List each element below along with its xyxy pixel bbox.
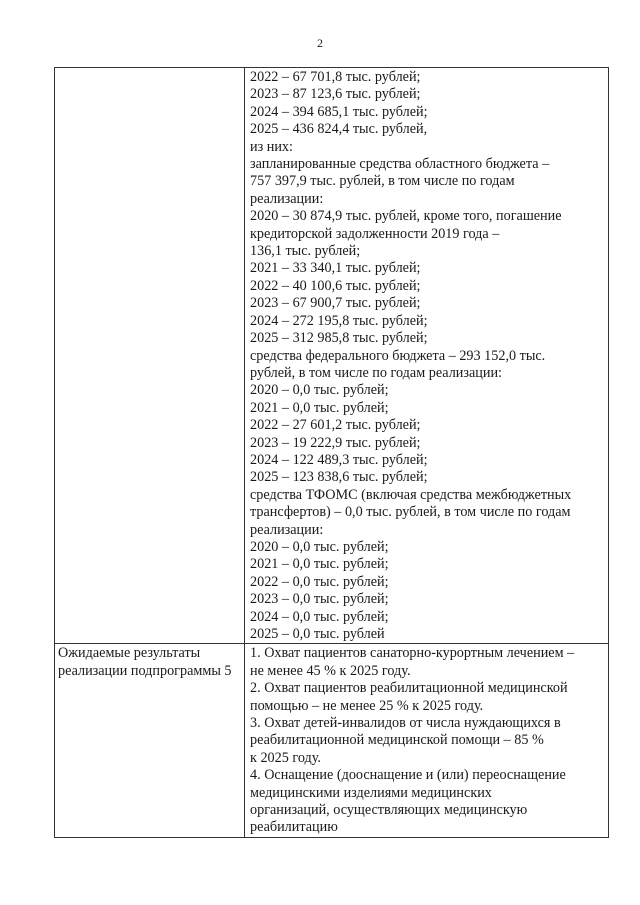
funding-line: 2020 – 0,0 тыс. рублей;	[250, 538, 389, 555]
result-line: реабилитационной медицинской помощи – 85 %	[250, 732, 544, 749]
page-number: 2	[317, 36, 323, 50]
funding-line: 757 397,9 тыс. рублей, в том числе по годам	[250, 173, 515, 190]
funding-line: 2023 – 0,0 тыс. рублей;	[250, 591, 389, 608]
funding-line: 2022 – 27 601,2 тыс. рублей;	[250, 417, 421, 434]
result-line: 1. Охват пациентов санаторно-курортным лечением –	[250, 645, 575, 662]
funding-line: 2023 – 19 222,9 тыс. рублей;	[250, 434, 421, 451]
funding-line: 2025 – 123 838,6 тыс. рублей;	[250, 469, 428, 486]
funding-line: 2022 – 40 100,6 тыс. рублей;	[250, 277, 421, 294]
table-row	[55, 644, 609, 837]
funding-line: 2020 – 30 874,9 тыс. рублей, кроме того, погашение	[250, 208, 562, 225]
funding-line: 2024 – 272 195,8 тыс. рублей;	[250, 312, 428, 329]
result-line: 4. Оснащение (дооснащение и (или) переоснащение	[250, 767, 566, 784]
funding-line: 2024 – 0,0 тыс. рублей;	[250, 608, 389, 625]
result-line: 3. Охват детей-инвалидов от числа нуждающихся в	[250, 715, 561, 732]
table-row	[55, 68, 609, 644]
funding-line: из них:	[250, 138, 293, 155]
funding-line: 136,1 тыс. рублей;	[250, 243, 361, 260]
result-line: помощью – не менее 25 % к 2025 году.	[250, 697, 484, 714]
result-line: 2. Охват пациентов реабилитационной медицинской	[250, 680, 568, 697]
funding-line: 2023 – 67 900,7 тыс. рублей;	[250, 295, 421, 312]
funding-line: 2025 – 0,0 тыс. рублей	[250, 626, 385, 642]
funding-cell	[245, 68, 609, 644]
results-label-cell	[55, 644, 245, 837]
funding-line: 2021 – 0,0 тыс. рублей;	[250, 556, 389, 573]
result-line: организаций, осуществляющих медицинскую	[250, 802, 528, 819]
funding-line: средства ТФОМС (включая средства межбюджетных	[250, 486, 572, 503]
funding-line: 2025 – 312 985,8 тыс. рублей;	[250, 330, 428, 347]
result-line: не менее 45 % к 2025 году.	[250, 662, 411, 679]
funding-line: реализации:	[250, 521, 324, 538]
funding-line: кредиторской задолженности 2019 года –	[250, 225, 500, 242]
funding-line: 2024 – 394 685,1 тыс. рублей;	[250, 103, 428, 120]
funding-line: средства федерального бюджета – 293 152,0 тыс.	[250, 347, 546, 364]
funding-line: 2022 – 67 701,8 тыс. рублей;	[250, 69, 421, 85]
result-line: реабилитацию	[250, 819, 338, 836]
funding-line: трансфертов) – 0,0 тыс. рублей, в том числе по годам	[250, 504, 571, 521]
funding-line: 2021 – 33 340,1 тыс. рублей;	[250, 260, 421, 277]
funding-line: 2023 – 87 123,6 тыс. рублей;	[250, 86, 421, 103]
results-cell	[245, 644, 609, 837]
table-cell-empty	[55, 68, 245, 644]
result-line: к 2025 году.	[250, 749, 321, 766]
funding-line: 2024 – 122 489,3 тыс. рублей;	[250, 451, 428, 468]
result-line: медицинскими изделиями медицинских	[250, 784, 492, 801]
funding-line: рублей, в том числе по годам реализации:	[250, 364, 502, 381]
funding-line: 2020 – 0,0 тыс. рублей;	[250, 382, 389, 399]
funding-line: реализации:	[250, 190, 324, 207]
funding-line: 2025 – 436 824,4 тыс. рублей,	[250, 121, 428, 138]
passport-table	[54, 67, 609, 838]
funding-line: запланированные средства областного бюджета –	[250, 156, 550, 173]
results-label: Ожидаемые результаты реализации подпрограммы 5	[58, 645, 232, 679]
funding-line: 2022 – 0,0 тыс. рублей;	[250, 573, 389, 590]
funding-line: 2021 – 0,0 тыс. рублей;	[250, 399, 389, 416]
